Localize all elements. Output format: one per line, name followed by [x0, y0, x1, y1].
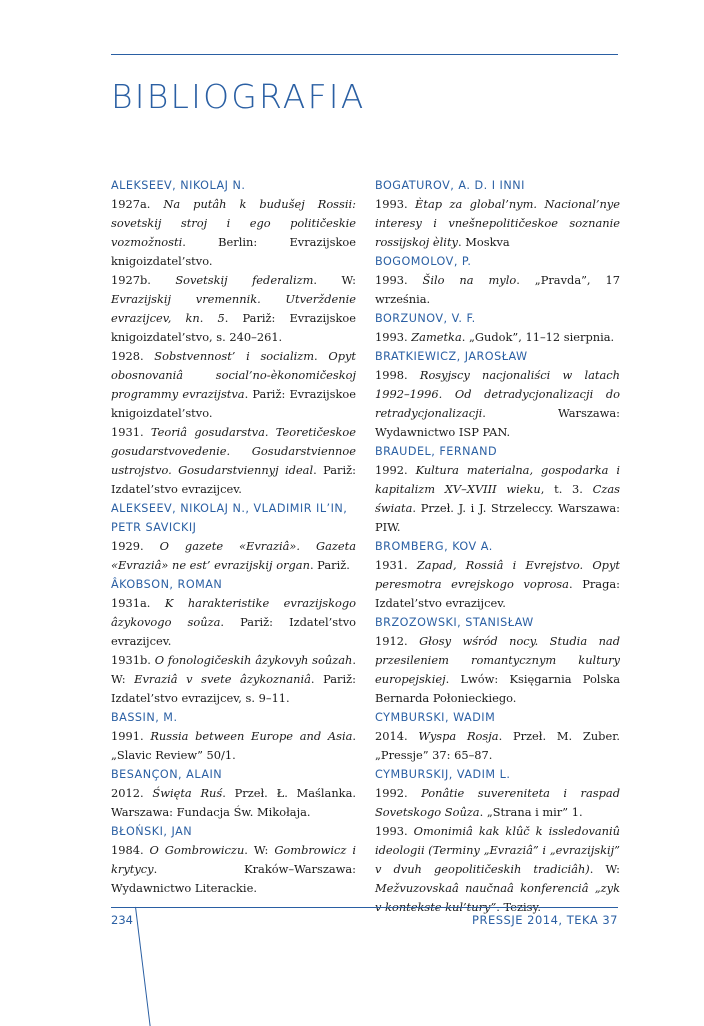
entry-author: BORZUNOV, V. F.	[375, 312, 476, 325]
reference-title: Sobstvennost’ i socializm. Opyt obosnovaniâ social’no-èkonomičeskoj programmy evrazijstva	[111, 349, 356, 401]
reference-text: . W:	[244, 843, 275, 857]
page-title: BIBLIOGRAFIA	[111, 77, 366, 116]
reference-title: Ètap za global’nym. Nacional’nye interesy i vnešnepolitičeskoe soznanie rossijskoj èlity	[375, 197, 620, 249]
reference-title: Ponâtie suvereniteta i raspad Sovetskogo Soûza	[375, 786, 620, 819]
reference-text: . „Strana i mir” 1.	[479, 805, 583, 819]
entry-reference	[111, 271, 356, 347]
reference-text: 1993.	[375, 330, 412, 344]
reference-text: . Berlin: Evrazijskoe knigoizdatel’stvo.	[111, 235, 356, 268]
reference-title: Gombrowicz i krytycy	[111, 843, 357, 876]
footer-rule	[111, 907, 618, 908]
reference-text: , t. 3.	[540, 482, 593, 496]
reference-text: . Przeł. J. i J. Strzeleccy. Warszawa: PIW.	[375, 501, 620, 534]
top-rule	[111, 54, 618, 55]
reference-text: 1927b.	[111, 273, 176, 287]
entry-author: BOGATUROV, A. D. I INNI	[375, 179, 525, 192]
reference-text: . W:	[313, 273, 356, 287]
entry-reference	[111, 195, 356, 271]
entry-reference	[375, 632, 620, 708]
reference-title: Sovetskij federalizm	[175, 273, 314, 287]
reference-title: O gazete «Evraziâ». Gazeta «Evraziâ» ne est’ evrazijskij organ	[111, 539, 356, 572]
reference-text: . Praga: Izdatel’stvo evrazijcev.	[375, 577, 621, 610]
reference-text: 1927a.	[111, 197, 164, 211]
reference-title: Šilo na mylo	[422, 273, 517, 287]
entry-author: BŁOŃSKI, JAN	[111, 825, 193, 838]
reference-text: . „Slavic Review” 50/1.	[111, 729, 357, 762]
reference-text: 1928.	[111, 349, 155, 363]
entry-author: BRATKIEWICZ, JAROSŁAW	[375, 350, 528, 363]
reference-title: Russia between Europe and Asia	[150, 729, 353, 743]
reference-text: . Tezisy.	[496, 900, 542, 914]
entry-reference	[111, 727, 356, 765]
reference-text: . Pariž: Izdatel’stvo evrazijcev, s. 9–11.	[111, 672, 356, 705]
footer-decorative-line	[135, 907, 151, 1026]
entry-author: CYMBURSKI, WADIM	[375, 711, 496, 724]
reference-text: . Warszawa: Wydawnictwo ISP PAN.	[375, 406, 620, 439]
reference-title: Kultura materialna, gospodarka i kapitalizm XV–XVIII wieku	[375, 463, 620, 496]
bibliography-column-left	[111, 176, 356, 898]
entry-author: ALEKSEEV, NIKOLAJ N., VLADIMIR IL’IN, PETR SAVICKIJ	[111, 502, 348, 534]
reference-title: O fonologičeskih âzykovyh soûzah	[154, 653, 353, 667]
entry-reference	[375, 784, 620, 822]
reference-title: Teoriâ gosudarstva. Teoretičeskoe gosudarstvovedenie. Gosudarstviennoe ustrojstvo. Gosudarstviennyj ideal	[111, 425, 356, 477]
entry-author: BOGOMOLOV, P.	[375, 255, 472, 268]
reference-title: Mežvuzovskaâ naučnaâ konferenciâ „zyk v kontekste kul’tury”	[375, 881, 620, 914]
entry-reference	[111, 537, 356, 575]
entry-author: BESANÇON, ALAIN	[111, 768, 223, 781]
reference-text: . „Pravda”, 17 września.	[375, 273, 620, 306]
entry-reference	[375, 727, 620, 765]
reference-text: . W:	[589, 862, 621, 876]
entry-reference	[375, 366, 620, 442]
reference-text: . Pariž.	[309, 558, 350, 572]
reference-title: Omonimiâ kak klûč k issledovaniû ideologii (Terminy „Evraziâ” i „evrazijskij” v dvuh geopolitičeskih tradiciâh)	[375, 824, 620, 876]
reference-title: Święta Ruś	[152, 786, 223, 800]
reference-text: . Pariž: Izdatel’stvo evrazijcev.	[111, 615, 356, 648]
entry-reference	[375, 195, 620, 252]
reference-title: Czas świata	[375, 482, 620, 515]
reference-text: 1991.	[111, 729, 151, 743]
reference-text: . Pariž: Evrazijskoe knigoizdatel’stvo.	[111, 387, 356, 420]
entry-author: BRZOZOWSKI, STANISŁAW	[375, 616, 534, 629]
entry-author: ALEKSEEV, NIKOLAJ N.	[111, 179, 246, 192]
reference-text: . Pariž: Izdatel’stvo evrazijcev.	[111, 463, 356, 496]
reference-text: . Kraków–Warszawa: Wydawnictwo Literackie.	[111, 862, 356, 895]
entry-author: ÂKOBSON, ROMAN	[111, 578, 223, 591]
entry-reference	[375, 271, 620, 309]
reference-text: 1993.	[375, 824, 414, 838]
reference-text: 1984.	[111, 843, 150, 857]
reference-text: 1931.	[375, 558, 417, 572]
reference-text: 1931b.	[111, 653, 155, 667]
reference-text: 2014.	[375, 729, 419, 743]
reference-text: . „Gudok”, 11–12 sierpnia.	[461, 330, 615, 344]
entry-reference	[375, 461, 620, 537]
reference-text: . Przeł. M. Zuber. „Pressje” 37: 65–87.	[375, 729, 621, 762]
reference-text: . Moskva	[457, 235, 510, 249]
reference-text: 1931.	[111, 425, 151, 439]
reference-title: Wyspa Rosja	[418, 729, 499, 743]
reference-text: . Pariž: Evrazijskoe knigoizdatel’stvo, s. 240–261.	[111, 311, 356, 344]
entry-author: BASSIN, M.	[111, 711, 178, 724]
reference-title: Rosyjscy nacjonaliści w latach 1992–1996. Od detradycjonalizacji do retradycjonalizacji	[375, 368, 620, 420]
reference-title: Zapad, Rossiâ i Evrejstvo. Opyt peresmotra evrejskogo voprosa	[375, 558, 620, 591]
entry-reference	[111, 347, 356, 423]
entry-reference	[111, 423, 356, 499]
entry-reference	[111, 841, 356, 898]
reference-text: 1998.	[375, 368, 420, 382]
reference-title: Evraziâ v svete âzykoznaniâ	[134, 672, 311, 686]
bibliography-column-right	[375, 176, 620, 917]
entry-author: CYMBURSKIJ, VADIM L.	[375, 768, 511, 781]
reference-text: 1931a.	[111, 596, 165, 610]
reference-text: . Lwów: Księgarnia Polska Bernarda Połonieckiego.	[375, 672, 620, 705]
reference-text: 1912.	[375, 634, 420, 648]
reference-text: 1993.	[375, 197, 416, 211]
entry-reference	[111, 594, 356, 651]
reference-title: Na putâh k budušej Rossii: sovetskij stroj i ego političeskie vozmožnosti	[111, 197, 356, 249]
page-number: 234	[111, 913, 133, 927]
reference-title: Zametka	[411, 330, 462, 344]
reference-title: K harakteristike evrazijskogo âzykovogo soûza	[111, 596, 356, 629]
entry-reference	[375, 556, 620, 613]
entry-reference	[375, 822, 620, 917]
reference-title: Głosy wśród nocy. Studia nad przesileniem romantycznym kultury europejskiej	[375, 634, 620, 686]
reference-text: 1992.	[375, 786, 422, 800]
reference-title: Evrazijskij vremennik. Utverždenie evrazijcev, kn. 5	[111, 292, 356, 325]
reference-text: 2012.	[111, 786, 153, 800]
entry-reference	[111, 784, 356, 822]
entry-reference	[111, 651, 356, 708]
reference-text: 1992.	[375, 463, 416, 477]
reference-text: . Przeł. Ł. Maślanka. Warszawa: Fundacja Św. Mikołaja.	[111, 786, 356, 819]
entry-reference	[375, 328, 620, 347]
entry-author: BROMBERG, KOV A.	[375, 540, 493, 553]
reference-text: 1993.	[375, 273, 423, 287]
reference-text: 1929.	[111, 539, 160, 553]
entry-author: BRAUDEL, FERNAND	[375, 445, 498, 458]
reference-text: . W:	[111, 653, 356, 686]
running-footer-journal: PRESSJE 2014, TEKA 37	[472, 913, 618, 927]
reference-title: O Gombrowiczu	[149, 843, 245, 857]
